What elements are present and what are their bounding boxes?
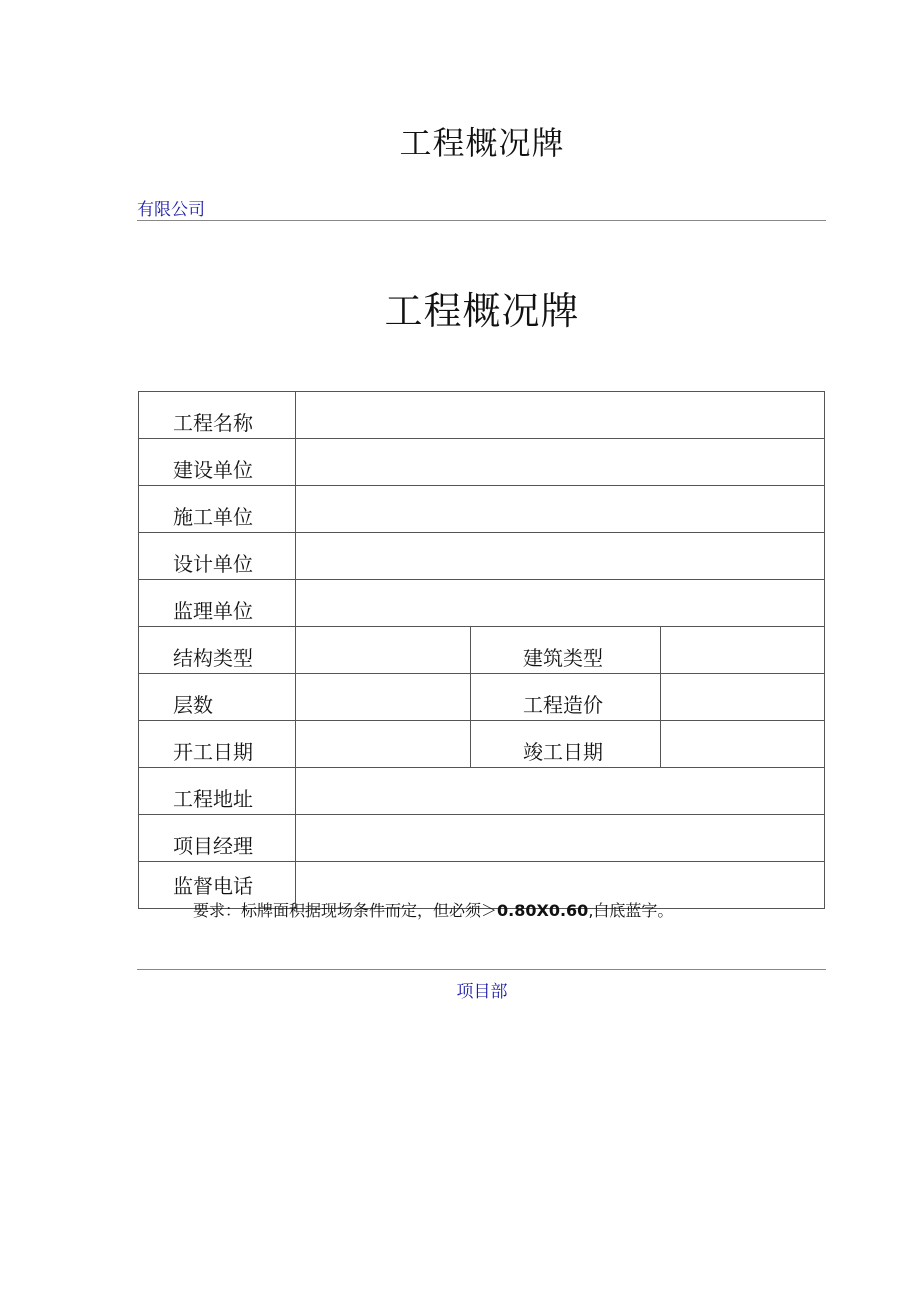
project-info-table	[138, 391, 825, 909]
table-row	[139, 674, 825, 721]
table-row	[139, 486, 825, 533]
table-row	[139, 815, 825, 862]
completion-date-value	[661, 721, 825, 768]
requirement-dimensions: 0.80X0.60	[497, 901, 589, 920]
floors-label: 层数	[139, 674, 296, 721]
structure-type-label: 结构类型	[139, 627, 296, 674]
table-row	[139, 392, 825, 439]
supervisor-value	[296, 580, 825, 627]
address-value	[296, 768, 825, 815]
requirement-prefix: 要求：标牌面积据现场条件而定，但必须＞	[193, 901, 498, 920]
supervision-phone-label: 监督电话	[139, 862, 296, 909]
floors-value	[296, 674, 471, 721]
contractor-label: 施工单位	[139, 486, 296, 533]
department-name: 项目部	[456, 982, 508, 1002]
board-title: 工程概况牌	[384, 289, 580, 333]
address-label: 工程地址	[139, 768, 296, 815]
developer-value	[296, 439, 825, 486]
project-name-value	[296, 392, 825, 439]
project-name-label: 工程名称	[139, 392, 296, 439]
cost-label: 工程造价	[471, 674, 661, 721]
project-manager-label: 项目经理	[139, 815, 296, 862]
contractor-value	[296, 486, 825, 533]
start-date-label: 开工日期	[139, 721, 296, 768]
cost-value	[661, 674, 825, 721]
developer-label: 建设单位	[139, 439, 296, 486]
building-type-value	[661, 627, 825, 674]
supervisor-label: 监理单位	[139, 580, 296, 627]
requirement-suffix: ,白底蓝字。	[588, 901, 674, 920]
footer-divider	[137, 969, 826, 970]
project-manager-value	[296, 815, 825, 862]
header-divider	[137, 220, 826, 221]
company-name: 有限公司	[137, 200, 205, 220]
table-row	[139, 533, 825, 580]
designer-value	[296, 533, 825, 580]
designer-label: 设计单位	[139, 533, 296, 580]
requirement-note	[193, 898, 673, 921]
completion-date-label: 竣工日期	[471, 721, 661, 768]
table-row	[139, 580, 825, 627]
table-row	[139, 627, 825, 674]
building-type-label: 建筑类型	[471, 627, 661, 674]
structure-type-value	[296, 627, 471, 674]
document-title: 工程概况牌	[399, 124, 565, 162]
start-date-value	[296, 721, 471, 768]
table-row	[139, 439, 825, 486]
table-row	[139, 721, 825, 768]
table-row	[139, 768, 825, 815]
